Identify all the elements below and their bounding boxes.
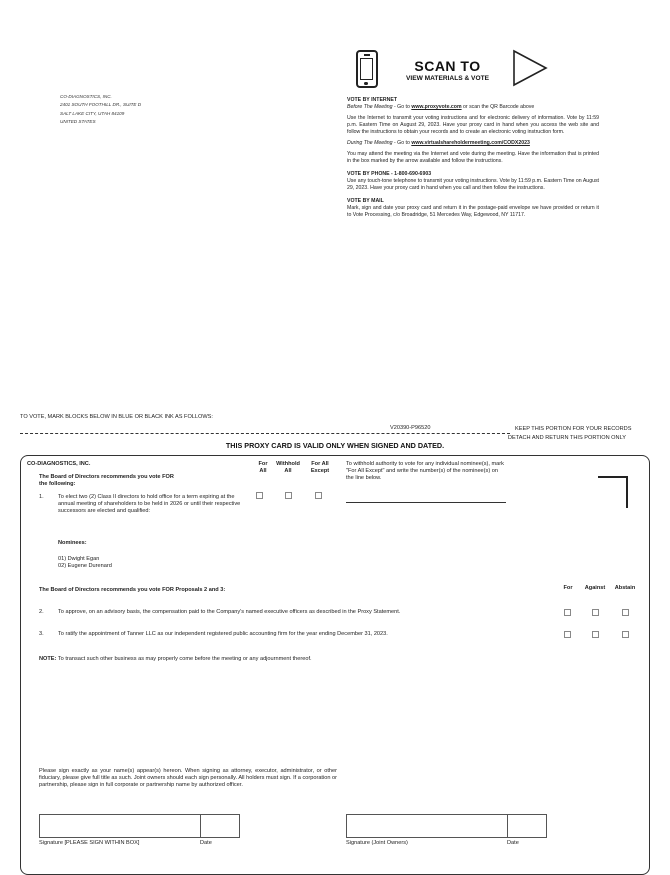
scan-subtitle: VIEW MATERIALS & VOTE xyxy=(405,75,490,82)
virtual-meeting-link[interactable]: www.virtualshareholdermeeting.com/CODX2023 xyxy=(411,140,530,146)
nominee: 02) Eugene Durenard xyxy=(58,563,112,570)
proxyvote-link[interactable]: www.proxyvote.com xyxy=(411,104,462,110)
during-meeting-line: During The Meeting - Go to www.virtualshareholdermeeting.com/CODX2023 xyxy=(347,140,530,146)
play-triangle-icon xyxy=(512,49,548,87)
mark-instructions: TO VOTE, MARK BLOCKS BELOW IN BLUE OR BLACK INK AS FOLLOWS: xyxy=(20,414,213,420)
smartphone-icon xyxy=(356,50,378,88)
item-3-against-checkbox[interactable] xyxy=(592,631,599,638)
withhold-instructions: To withhold authority to vote for any individual nominee(s), mark "For All Except" and write the number(s) of the nominee(s) on the line below. xyxy=(346,461,504,482)
item-2-number: 2. xyxy=(39,609,44,615)
item-3-abstain-checkbox[interactable] xyxy=(622,631,629,638)
address-line: SALT LAKE CITY, UTAH 84109 xyxy=(60,110,125,116)
nominee: 01) Dwight Egan xyxy=(58,556,100,562)
during-meeting-body: You may attend the meeting via the Internet and vote during the meeting. Have the information that is printed in the box marked by the arrow available and follow the instructions. xyxy=(347,151,599,164)
date-box[interactable] xyxy=(200,814,240,838)
col-for: For xyxy=(563,585,573,591)
item-1-number: 1. xyxy=(39,494,44,500)
item-2-text: To approve, on an advisory basis, the compensation paid to the Company's named executive officers as described in the Proxy Statement. xyxy=(58,609,401,615)
control-number: V20390-P96520 xyxy=(390,425,431,431)
for-all-except-checkbox[interactable] xyxy=(315,492,322,499)
company-name: CO-DIAGNOSTICS, INC. xyxy=(27,461,91,467)
signing-instructions: Please sign exactly as your name(s) appear(s) hereon. When signing as attorney, executor, administrator, or other fiduciary, please give full title as such. Joint owners should each sign personally. All holders must sign. If a corporation or partnership, please sign in full corporate or partnership name by authorized officer. xyxy=(39,768,337,789)
item-2-against-checkbox[interactable] xyxy=(592,609,599,616)
valid-notice: THIS PROXY CARD IS VALID ONLY WHEN SIGNED AND DATED. xyxy=(225,441,445,450)
internet-heading: VOTE BY INTERNET xyxy=(347,97,398,103)
col-for-all: For All xyxy=(258,461,268,475)
joint-signature-label: Signature (Joint Owners) xyxy=(346,840,408,846)
scan-title: SCAN TO xyxy=(414,58,481,74)
joint-date-box[interactable] xyxy=(507,814,547,838)
note: NOTE: To transact such other business as may properly come before the meeting or any adjournment thereof. xyxy=(39,656,312,662)
item-3-number: 3. xyxy=(39,631,44,637)
item-3-text: To ratify the appointment of Tanner LLC as our independent registered public accounting firm for the year ending December 31, 2023. xyxy=(58,631,388,637)
before-meeting-line: Before The Meeting - Go to www.proxyvote.com or scan the QR Barcode above xyxy=(347,104,535,110)
corner-mark-icon xyxy=(597,476,629,509)
signature-label: Signature [PLEASE SIGN WITHIN BOX] xyxy=(39,840,140,846)
before-meeting-body: Use the Internet to transmit your voting instructions and for electronic delivery of information. Vote by 11:59 p.m. Eastern Time on August 29, 2023. Have your proxy card in hand when you access the web site and follow the instructions to obtain your records and to create an electronic voting instruction form. xyxy=(347,115,599,135)
detach-portion-label: DETACH AND RETURN THIS PORTION ONLY xyxy=(508,435,626,441)
phone-heading: VOTE BY PHONE - 1-800-690-6903 xyxy=(347,171,432,177)
mail-body: Mark, sign and date your proxy card and return it in the postage-paid envelope we have provided or return it to Vote Processing, c/o Broadridge, 51 Mercedes Way, Edgewood, NY 11717. xyxy=(347,205,599,218)
col-for-all-except: For All Except xyxy=(310,461,330,475)
return-address xyxy=(60,93,141,126)
keep-portion-label: KEEP THIS PORTION FOR YOUR RECORDS xyxy=(515,426,632,432)
signature-box[interactable] xyxy=(39,814,201,838)
item-2-abstain-checkbox[interactable] xyxy=(622,609,629,616)
item-3-for-checkbox[interactable] xyxy=(564,631,571,638)
proxy-card xyxy=(20,455,650,875)
nominee-number-line[interactable] xyxy=(346,502,506,503)
withhold-all-checkbox[interactable] xyxy=(285,492,292,499)
for-all-checkbox[interactable] xyxy=(256,492,263,499)
date-label: Date xyxy=(200,840,212,846)
mail-heading: VOTE BY MAIL xyxy=(347,198,384,204)
col-against: Against xyxy=(584,585,606,591)
joint-signature-box[interactable] xyxy=(346,814,508,838)
internet-section xyxy=(347,97,599,219)
address-line: 2401 SOUTH FOOTHILL DR., SUITE D xyxy=(60,102,142,108)
detach-line xyxy=(20,433,510,434)
board-recommendation: The Board of Directors recommends you vote FOR the following: xyxy=(39,474,174,488)
address-line: CO-DIAGNOSTICS, INC. xyxy=(60,94,112,99)
col-withhold-all: Withhold All xyxy=(276,461,300,475)
col-abstain: Abstain xyxy=(614,585,636,591)
board-recommendation-2: The Board of Directors recommends you vote FOR Proposals 2 and 3: xyxy=(39,587,226,593)
joint-date-label: Date xyxy=(507,840,519,846)
nominees-label: Nominees: xyxy=(58,540,87,546)
item-2-for-checkbox[interactable] xyxy=(564,609,571,616)
phone-body: Use any touch-tone telephone to transmit your voting instructions. Vote by 11:59 p.m. Eastern Time on August 29, 2023. Have your proxy card in hand when you call and then follow the instructions. xyxy=(347,178,599,191)
item-1-text: To elect two (2) Class II directors to hold office for a term expiring at the annual meeting of shareholders to be held in 2026 or until their respective successors are elected and qualified: xyxy=(58,494,241,515)
nominee-list xyxy=(58,556,112,570)
address-line: UNITED STATES xyxy=(60,118,96,124)
